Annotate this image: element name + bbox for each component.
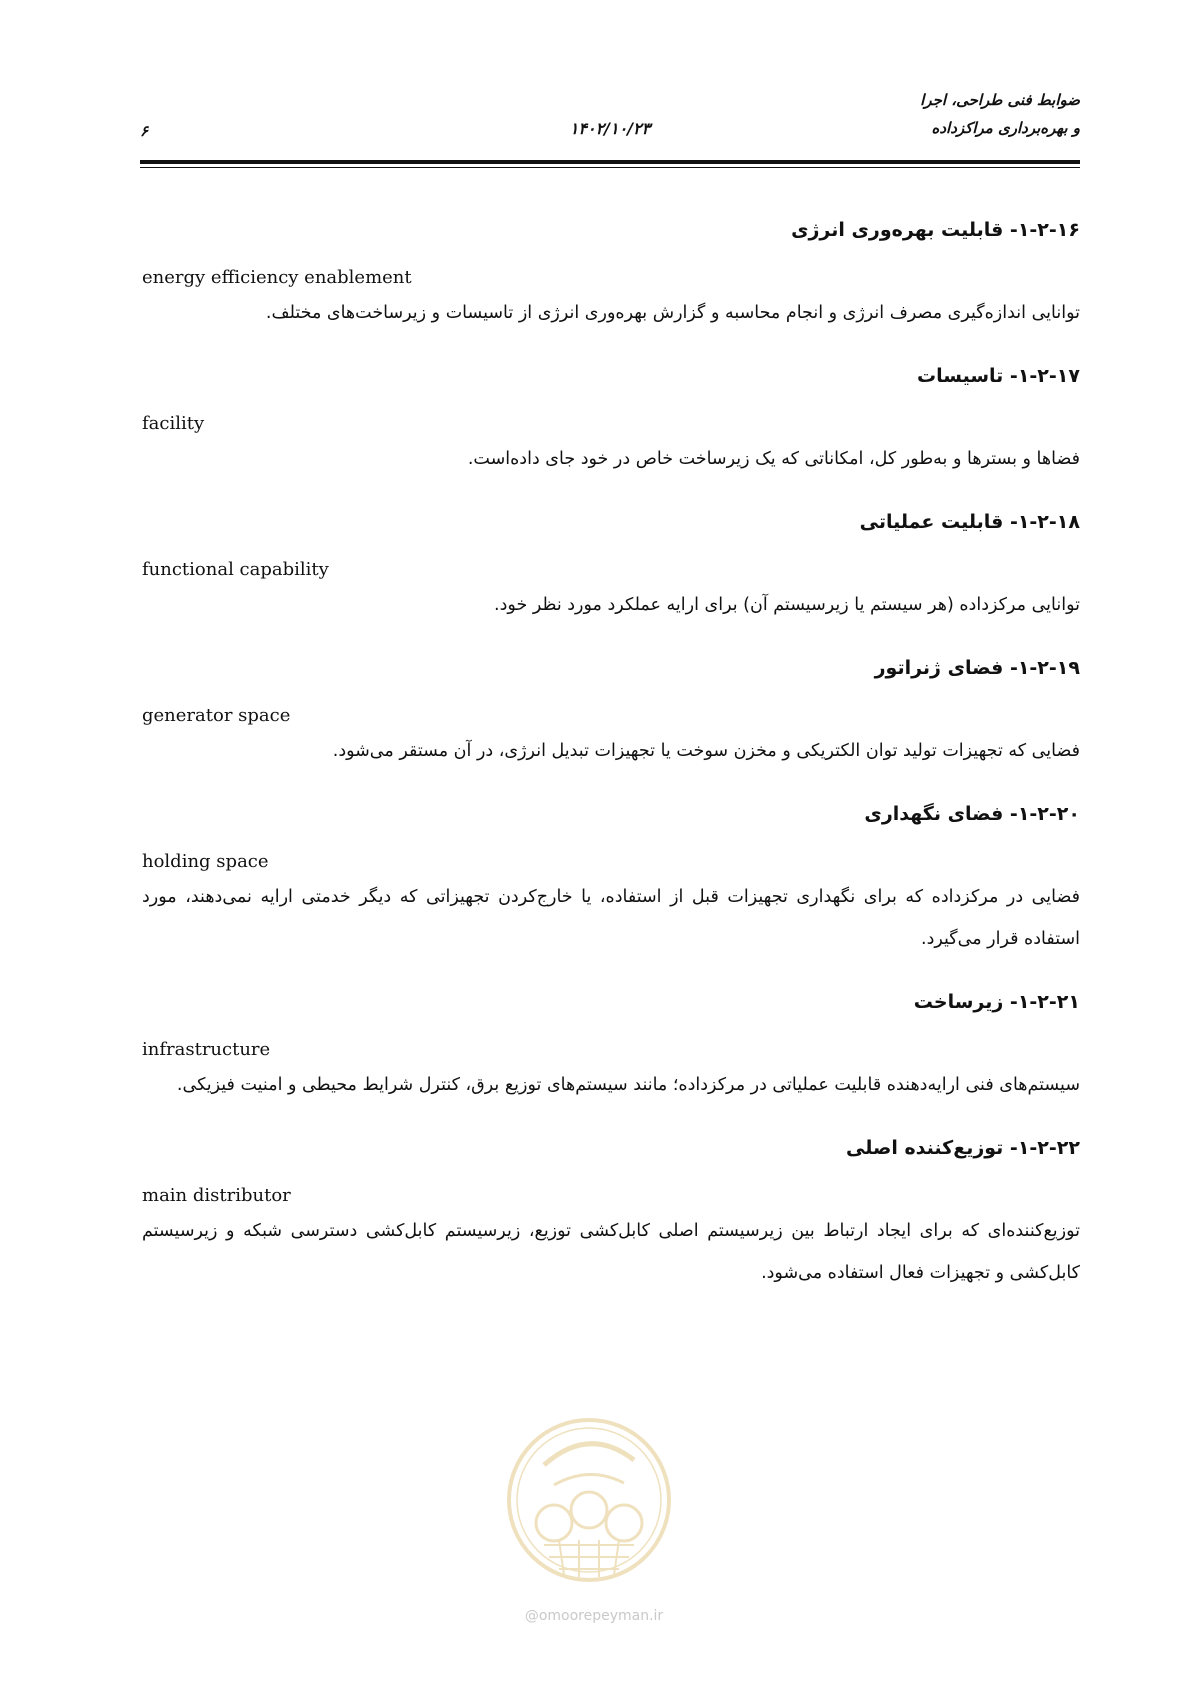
- section-heading: ۱-۲-۱۹- فضای ژنراتور: [874, 657, 1080, 679]
- english-term: functional capability: [142, 559, 329, 580]
- document-title-line2: و بهره‌برداری مراکزداده: [931, 119, 1080, 137]
- definition-text: فضایی که تجهیزات تولید توان الکتریکی و مخزن سوخت یا تجهیزات تبدیل انرژی، در آن مستقر می‌شود.: [332, 741, 1080, 761]
- english-term: holding space: [142, 851, 269, 872]
- english-term: infrastructure: [142, 1039, 271, 1060]
- definition-section: [142, 362, 1080, 480]
- definition-section: [142, 1134, 1080, 1294]
- english-term: facility: [142, 413, 205, 434]
- document-title-line1: ضوابط فنی طراحی، اجرا: [920, 91, 1080, 109]
- english-term: generator space: [142, 705, 291, 726]
- definition-text: توزیع‌کننده‌ای که برای ایجاد ارتباط بین زیرسیستم اصلی کابل‌کشی توزیع، زیرسیستم کابل‌کشی دسترسی شبکه و زیرسیستم کابل‌کشی و تجهیزات فعال استفاده می‌شود.: [142, 1221, 1080, 1283]
- section-heading: ۱-۲-۲۰- فضای نگهداری: [864, 803, 1080, 825]
- document-date: ۱۴۰۲/۱۰/۲۳: [569, 119, 651, 138]
- definition-text: توانایی اندازه‌گیری مصرف انرژی و انجام محاسبه و گزارش بهره‌وری انرژی از تاسیسات و زیرساخت‌های مختلف.: [265, 303, 1080, 323]
- section-heading: ۱-۲-۱۸- قابلیت عملیاتی: [859, 511, 1080, 533]
- header-rule-thick: [140, 160, 1080, 164]
- section-heading: ۱-۲-۱۷- تاسیسات: [917, 365, 1080, 387]
- definition-section: [142, 508, 1080, 626]
- english-term: energy efficiency enablement: [142, 267, 412, 288]
- page-number: ۶: [140, 122, 149, 140]
- header-rule-thin: [140, 167, 1080, 168]
- definition-text: فضایی در مرکزداده که برای نگهداری تجهیزات قبل از استفاده، یا خارج‌کردن تجهیزاتی که دیگر خدمتی ارایه نمی‌دهند، مورد استفاده قرار می‌گیرد.: [142, 887, 1080, 949]
- watermark-logo-icon: [504, 1405, 674, 1605]
- definition-section: [142, 216, 1080, 334]
- section-heading: ۱-۲-۲۲- توزیع‌کننده اصلی: [846, 1137, 1080, 1159]
- section-heading: ۱-۲-۱۶- قابلیت بهره‌وری انرژی: [791, 219, 1080, 241]
- definition-text: توانایی مرکزداده (هر سیستم یا زیرسیستم آن) برای ارایه عملکرد مورد نظر خود.: [494, 595, 1080, 615]
- definition-section: [142, 654, 1080, 772]
- watermark-url: @omoorepeyman.ir: [524, 1608, 664, 1624]
- definition-text: فضاها و بسترها و به‌طور کل، امکاناتی که یک زیرساخت خاص در خود جای داده‌است.: [467, 449, 1080, 469]
- definition-text: سیستم‌های فنی ارایه‌دهنده قابلیت عملیاتی در مرکزداده؛ مانند سیستم‌های توزیع برق، کنترل شرایط محیطی و امنیت فیزیکی.: [176, 1075, 1080, 1095]
- watermark-logo: [504, 1405, 674, 1635]
- definitions-body: [142, 216, 1080, 1322]
- page-header: [140, 86, 1080, 166]
- definition-section: [142, 988, 1080, 1106]
- section-heading: ۱-۲-۲۱- زیرساخت: [913, 991, 1080, 1013]
- definition-section: [142, 800, 1080, 960]
- english-term: main distributor: [142, 1185, 291, 1206]
